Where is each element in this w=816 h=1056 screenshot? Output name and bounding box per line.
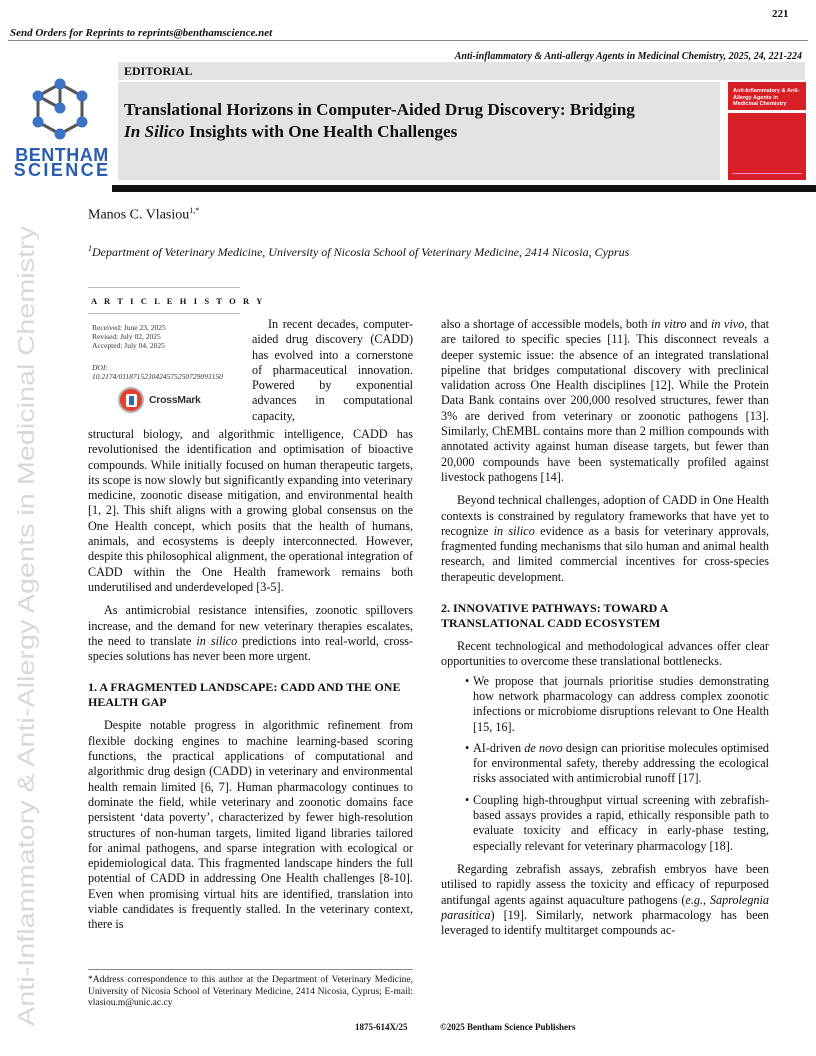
section-2-paragraph-2: Regarding zebrafish assays, zebrafish embryos have been utilised to rapidly assess the toxicity and efficacy of repurposed antifungal agents against aquaculture pathogens (e.g., Saprolegnia parasitica) [19]. Similarly, network pharmacology has been leveraged to identify multitarget compounds ac- — [441, 861, 770, 938]
header-rule — [8, 40, 808, 41]
column-right — [441, 317, 769, 938]
journal-cover — [728, 82, 806, 180]
publisher-logo-text: BENTHAM SCIENCE — [13, 145, 111, 180]
list-item: • Coupling high-throughput virtual screening with zebrafish-based assays provides a rapid, ethically responsible path to evaluate toxicity and efficacy in early-phase testing, especially relevant for veterinary pharmacology [18]. — [465, 792, 769, 853]
history-rule-top — [88, 287, 240, 288]
correspondence-footnote: *Address correspondence to this author at the Department of Veterinary Medicine, University of Nicosia School of Veterinary Medicine, 2414 Nicosia, Cyprus; E-mail: vlasiou.m@unic.ac.cy — [88, 975, 413, 1008]
author-name: Manos C. Vlasiou$^{1,*}$ — [88, 206, 200, 223]
author-affiliation: $^1$Department of Veterinary Medicine, University of Nicosia School of Veterinary Medicine, 2414 Nicosia, Cyprus — [88, 244, 630, 259]
article-doi[interactable]: DOI: 10.2174/0118715230424575250729093150 — [92, 363, 223, 382]
article-history-dates: Received: June 23, 2025 Revised: July 02, 2025 Accepted: July 04, 2025 — [92, 323, 166, 351]
crossmark-badge[interactable]: CrossMark — [118, 387, 228, 415]
reprints-notice: Send Orders for Reprints to reprints@benthamscience.net — [10, 27, 273, 39]
article-title: Translational Horizons in Computer-Aided Drug Discovery: Bridging In Silico Insights with One Health Challenges — [124, 100, 635, 141]
intro-paragraph-2: As antimicrobial resistance intensifies, zoonotic spillovers increase, and the demand for new veterinary therapies escalates, the need to translate in silico predictions into real-world, cross-species solutions has never been more urgent. — [88, 603, 413, 664]
copyright: ©2025 Bentham Science Publishers — [440, 1022, 576, 1032]
section-1-paragraph: Despite notable progress in algorithmic refinement from flexible docking engines to machine learning-based scoring functions, the practical applications of computational and algorithmic drug design (CADD) in veterinary and environmental health remain limited [6, 7]. Human pharmacology continues to dominate the field, while veterinary and zoonotic domains face persistent ‘data poverty’, characterized by fewer high-resolution structures of non-human targets, limited ligand libraries tailored for animal pathogens, and sparse integration with ecological or epidemiological data. This fragmented landscape hinders the full potential of CADD in addressing One Health challenges [8-10]. Even when promising virtual hits are identified, translation into viable candidates is frequently stalled. In the veterinary context, there is — [88, 718, 413, 932]
header-bar — [112, 185, 816, 192]
intro-paragraph-continued: structural biology, and algorithmic intelligence, CADD has revolutionised the identification and optimisation of bioactive compounds. While initially focused on human therapeutic targets, its scope is now slowly but significantly expanding into veterinary medicine, zoonotic disease mitigation, and environmental health [1, 2]. This shift aligns with a growing global consensus on the One Health concept, which posits that the health of humans, animals, and ecosystems is deeply interconnected. However, despite this philosophical alignment, the operational integration of CADD within the One Health framework remains both underutilised and underdeveloped [3-5]. — [88, 427, 413, 594]
cover-title: Anti-Inflammatory & Anti-Allergy Agents in Medicinal Chemistry — [733, 88, 800, 107]
column-left — [88, 427, 413, 933]
article-history-heading: A R T I C L E H I S T O R Y — [91, 296, 265, 306]
journal-citation: Anti-inflammatory & Anti-allergy Agents in Medicinal Chemistry, 2025, 24, 221-224 — [454, 51, 802, 62]
recommendation-list — [441, 674, 769, 854]
journal-sidebar — [2, 218, 42, 1028]
list-item: • We propose that journals prioritise studies demonstrating how network pharmacology can address complex zoonotic infections or microbiome disruptions relevant to One Health [15, 16]. — [465, 673, 769, 734]
section-1-paragraph-continued: also a shortage of accessible models, both in vitro and in vivo, that are tailored to specific species [11]. This disconnect reveals a deeper systemic issue: the absence of an integrated translational pipeline that bridges computational discovery with preclinical validation across One Health disciplines [12]. While the Protein Data Bank contains over 200,000 resolved structures, fewer than 3% are derived from veterinary or zoonotic pathogens [13]. Similarly, ChEMBL contains more than 2 million compounds with annotated activity against human disease targets, but fewer than 20,000 compounds have been systematically profiled against livestock pathogens [14]. — [441, 317, 769, 484]
section-1-heading: 1. A FRAGMENTED LANDSCAPE: CADD AND THE ONE HEALTH GAP — [88, 680, 401, 710]
bentham-logo-icon — [22, 78, 98, 150]
section-2-heading: 2. INNOVATIVE PATHWAYS: TOWARD A TRANSLATIONAL CADD ECOSYSTEM — [441, 601, 668, 631]
section-1-paragraph-2: Beyond technical challenges, adoption of CADD in One Health contexts is constrained by regulatory frameworks that have yet to recognize in silico evidence as a basis for veterinary approvals, fragmented funding mechanisms that silo human and animal health research, and limited commercial incentives for cross-species therapeutic development. — [441, 493, 769, 584]
crossmark-icon — [118, 387, 144, 413]
section-label: EDITORIAL — [118, 62, 805, 80]
footnote-rule — [88, 969, 413, 970]
issn: 1875-614X/25 — [355, 1022, 408, 1032]
intro-paragraph-wrap: In recent decades, computer-aided drug discovery (CADD) has evolved into a cornerstone of pharmaceutical innovation. Powered by exponential advances in computational capacity, — [252, 317, 413, 423]
section-2-paragraph: Recent technological and methodological advances offer clear opportunities to overcome these translational bottlenecks. — [441, 639, 769, 669]
page-number: 221 — [772, 8, 789, 20]
list-item: • AI-driven de novo design can prioritise molecules optimised for environmental safety, thereby addressing the ecological risks associated with antimicrobial runoff [17]. — [465, 740, 770, 786]
sidebar-journal-title: Anti-Inflammatory & Anti-Allergy Agents in Medicinal Chemistry — [13, 372, 39, 1026]
history-rule-bottom — [88, 313, 240, 314]
